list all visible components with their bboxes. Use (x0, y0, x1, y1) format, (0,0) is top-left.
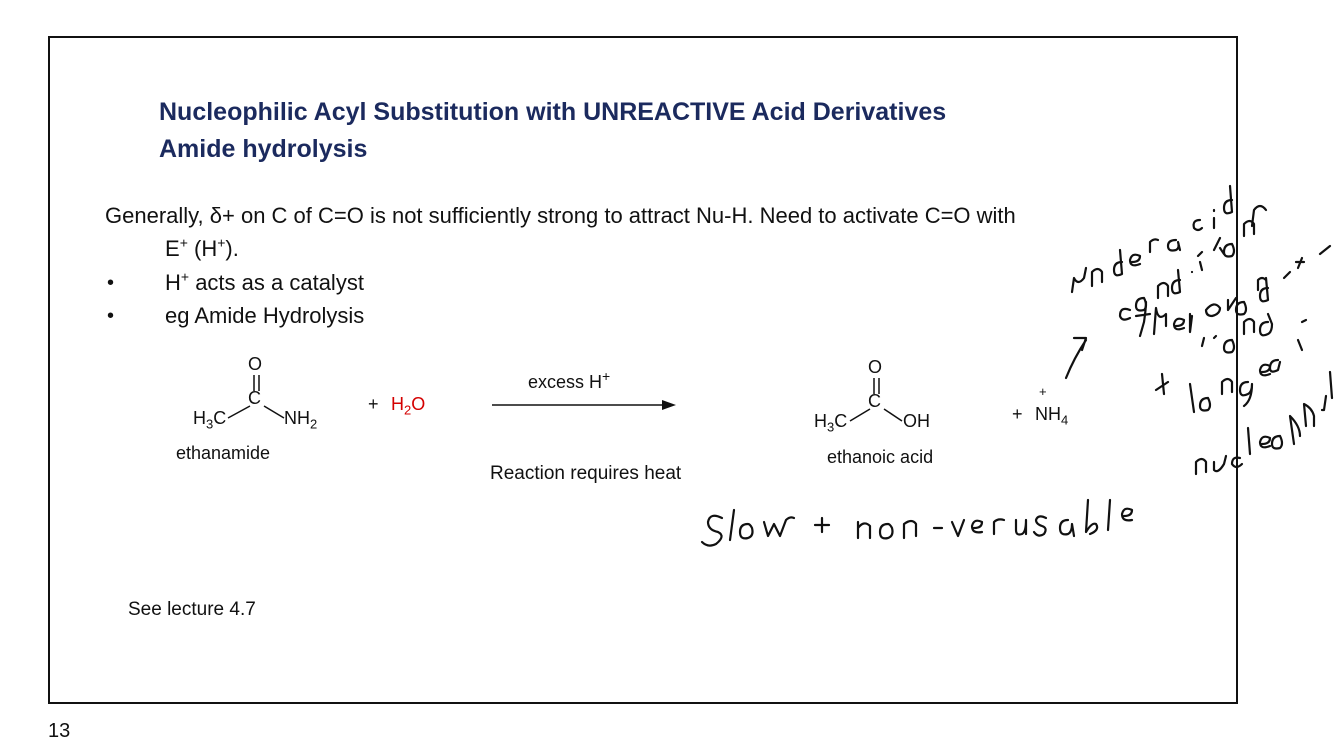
reactant-name-ethanamide: ethanamide (176, 443, 271, 463)
bullet-1-post: acts as a catalyst (189, 270, 364, 295)
ammonium-charge: + (1039, 384, 1047, 399)
amide-nh: NH (284, 408, 310, 428)
page-number: 13 (48, 720, 71, 742)
acid-oxygen: O (868, 357, 883, 377)
intro-end: ). (225, 236, 239, 261)
intro-h: (H (187, 236, 218, 261)
ammonium-nh: NH (1035, 404, 1061, 424)
bullet-marker-2: • (107, 305, 115, 327)
intro-line-1: Generally, δ+ on C of C=O is not sufficiently strong to attract Nu-H. Need to activate C=O with (105, 203, 1016, 228)
plus-sign-1: + (368, 394, 379, 414)
bullet-text-2: eg Amide Hydrolysis (165, 303, 365, 328)
intro-sup-1: + (179, 234, 188, 251)
acid-methyl-h: H (814, 411, 827, 431)
bullet-marker-1: • (107, 272, 115, 294)
intro-sup-2: + (217, 234, 226, 251)
title-line-1: Nucleophilic Acyl Substitution with UNREACTIVE Acid Derivatives (159, 98, 947, 126)
footnote: See lecture 4.7 (128, 599, 256, 620)
acid-oh: OH (903, 411, 930, 431)
ammonium-sub: 4 (1061, 412, 1069, 428)
amide-methyl-c: C (213, 408, 227, 428)
bullet-1-pre: H (165, 270, 181, 295)
bullet-1-sup: + (180, 268, 190, 285)
plus-sign-2: + (1012, 404, 1023, 424)
amide-oxygen: O (248, 354, 263, 374)
arrow-condition-text: excess H (528, 372, 603, 392)
acid-methyl-c: C (834, 411, 848, 431)
product-name-ethanoic-acid: ethanoic acid (827, 447, 934, 467)
acid-carbonyl-carbon: C (868, 391, 881, 411)
arrow-condition-sup: + (602, 368, 611, 384)
acid-methyl-sub: 3 (827, 419, 835, 435)
amide-methyl-h: H (193, 408, 206, 428)
reaction-requires-heat: Reaction requires heat (490, 463, 682, 484)
amide-nh-sub: 2 (310, 416, 318, 432)
title-line-2: Amide hydrolysis (159, 135, 368, 163)
amide-carbonyl-carbon: C (248, 388, 261, 408)
intro-e: E (165, 236, 180, 261)
water-sub: 2 (404, 402, 412, 418)
handwritten-under-acid-conditions (1066, 186, 1332, 474)
water-o: O (411, 394, 426, 414)
handwritten-slow-non-reversable (702, 500, 1132, 546)
water-h: H (391, 394, 404, 414)
amide-methyl-sub: 3 (206, 416, 214, 432)
